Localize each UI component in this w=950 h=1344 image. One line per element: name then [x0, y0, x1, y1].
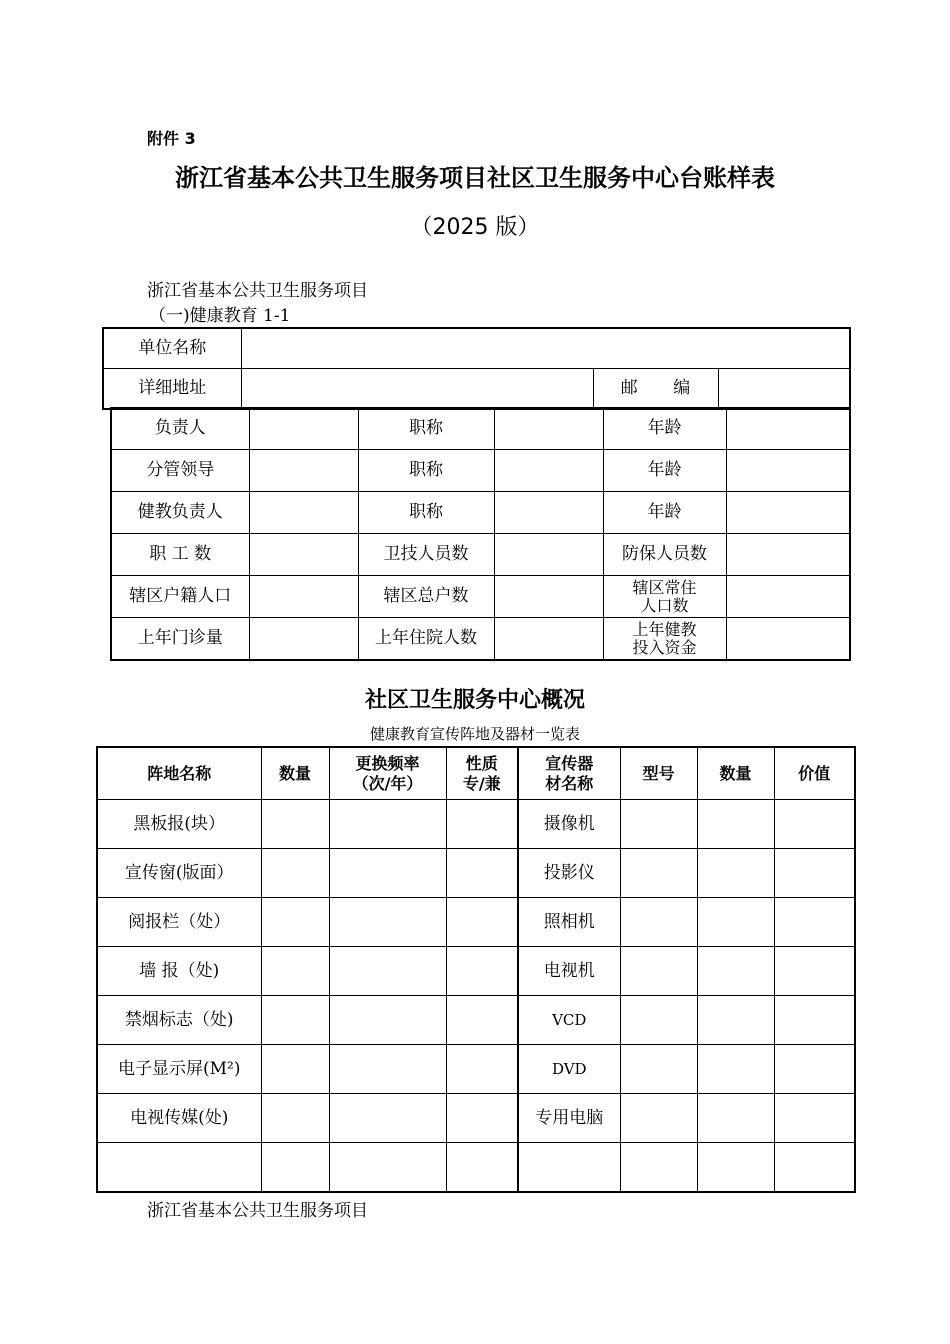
edition-label: （2025 版） — [410, 215, 540, 240]
address-field[interactable] — [241, 369, 593, 410]
unit-name-row — [103, 328, 850, 369]
column-header: 数量 — [261, 747, 329, 800]
position-name: 禁烟标志（处) — [97, 996, 261, 1045]
staff-label: 健教负责人 — [111, 492, 249, 534]
position-quantity-field[interactable] — [261, 1094, 329, 1143]
equipment-name: DVD — [518, 1045, 620, 1094]
model-field[interactable] — [620, 898, 697, 947]
staff-value-field[interactable] — [494, 618, 603, 661]
staff-label: 上年健教 投入资金 — [603, 618, 726, 661]
staff-value-field[interactable] — [726, 408, 850, 450]
position-quantity-field[interactable] — [261, 1143, 329, 1193]
equipment-row — [97, 947, 855, 996]
staff-row — [111, 408, 850, 450]
staff-label: 辖区常住 人口数 — [603, 576, 726, 618]
staff-value-field[interactable] — [494, 492, 603, 534]
staff-value-field[interactable] — [249, 492, 358, 534]
equipment-quantity-field[interactable] — [697, 898, 774, 947]
model-field[interactable] — [620, 996, 697, 1045]
staff-label: 防保人员数 — [603, 534, 726, 576]
staff-label: 年龄 — [603, 408, 726, 450]
nature-field[interactable] — [446, 1143, 518, 1193]
staff-row — [111, 618, 850, 661]
staff-label: 职 工 数 — [111, 534, 249, 576]
equipment-name — [518, 1143, 620, 1193]
position-name: 电子显示屏(M²) — [97, 1045, 261, 1094]
staff-value-field[interactable] — [494, 576, 603, 618]
replace-frequency-field[interactable] — [329, 1094, 446, 1143]
staff-label: 职称 — [358, 450, 494, 492]
equipment-row — [97, 996, 855, 1045]
position-name: 墙 报（处) — [97, 947, 261, 996]
address-label: 详细地址 — [103, 369, 241, 410]
column-header: 性质 专/兼 — [446, 747, 518, 800]
equipment-quantity-field[interactable] — [697, 849, 774, 898]
staff-value-field[interactable] — [249, 576, 358, 618]
value-field[interactable] — [774, 1094, 855, 1143]
equipment-quantity-field[interactable] — [697, 1094, 774, 1143]
unit-name-field[interactable] — [241, 328, 850, 369]
staff-label: 分管领导 — [111, 450, 249, 492]
staff-value-field[interactable] — [494, 534, 603, 576]
staff-value-field[interactable] — [726, 492, 850, 534]
replace-frequency-field[interactable] — [329, 1143, 446, 1193]
staff-label: 辖区总户数 — [358, 576, 494, 618]
value-field[interactable] — [774, 800, 855, 849]
value-field[interactable] — [774, 1045, 855, 1094]
nature-field[interactable] — [446, 1094, 518, 1143]
equipment-quantity-field[interactable] — [697, 1143, 774, 1193]
model-field[interactable] — [620, 1045, 697, 1094]
equipment-name: 投影仪 — [518, 849, 620, 898]
staff-row — [111, 450, 850, 492]
document-title: 浙江省基本公共卫生服务项目社区卫生服务中心台账样表 — [175, 164, 775, 192]
staff-row — [111, 492, 850, 534]
nature-field[interactable] — [446, 996, 518, 1045]
replace-frequency-field[interactable] — [329, 1045, 446, 1094]
value-field[interactable] — [774, 996, 855, 1045]
replace-frequency-field[interactable] — [329, 996, 446, 1045]
replace-frequency-field[interactable] — [329, 849, 446, 898]
staff-label: 上年住院人数 — [358, 618, 494, 661]
staff-value-field[interactable] — [249, 534, 358, 576]
staff-value-field[interactable] — [494, 408, 603, 450]
postcode-label: 邮 编 — [593, 369, 718, 410]
position-quantity-field[interactable] — [261, 898, 329, 947]
staff-value-field[interactable] — [726, 576, 850, 618]
section-caption: （一)健康教育 1-1 — [149, 306, 291, 326]
equipment-table — [96, 746, 856, 1193]
equipment-name: 电视机 — [518, 947, 620, 996]
equipment-name: 摄像机 — [518, 800, 620, 849]
column-header: 宣传器 材名称 — [518, 747, 620, 800]
position-name: 黑板报(块） — [97, 800, 261, 849]
column-header: 价值 — [774, 747, 855, 800]
model-field[interactable] — [620, 1094, 697, 1143]
footer-caption: 浙江省基本公共卫生服务项目 — [147, 1201, 368, 1221]
replace-frequency-field[interactable] — [329, 947, 446, 996]
position-name: 阅报栏（处） — [97, 898, 261, 947]
project-caption: 浙江省基本公共卫生服务项目 — [147, 281, 368, 301]
position-quantity-field[interactable] — [261, 1045, 329, 1094]
position-name — [97, 1143, 261, 1193]
staff-value-field[interactable] — [726, 534, 850, 576]
value-field[interactable] — [774, 947, 855, 996]
staff-table — [110, 407, 851, 661]
staff-value-field[interactable] — [494, 450, 603, 492]
staff-label: 职称 — [358, 492, 494, 534]
value-field[interactable] — [774, 898, 855, 947]
equipment-row — [97, 800, 855, 849]
replace-frequency-field[interactable] — [329, 898, 446, 947]
staff-value-field[interactable] — [726, 618, 850, 661]
value-field[interactable] — [774, 1143, 855, 1193]
position-name: 电视传媒(处) — [97, 1094, 261, 1143]
column-header: 阵地名称 — [97, 747, 261, 800]
model-field[interactable] — [620, 849, 697, 898]
equipment-quantity-field[interactable] — [697, 947, 774, 996]
equipment-quantity-field[interactable] — [697, 996, 774, 1045]
staff-label: 辖区户籍人口 — [111, 576, 249, 618]
equipment-name: 照相机 — [518, 898, 620, 947]
unit-name-label: 单位名称 — [103, 328, 241, 369]
equipment-row — [97, 1045, 855, 1094]
address-row — [103, 369, 850, 410]
model-field[interactable] — [620, 947, 697, 996]
staff-label: 卫技人员数 — [358, 534, 494, 576]
position-quantity-field[interactable] — [261, 849, 329, 898]
model-field[interactable] — [620, 1143, 697, 1193]
staff-value-field[interactable] — [249, 450, 358, 492]
attachment-label: 附件 3 — [147, 129, 196, 148]
equipment-quantity-field[interactable] — [697, 1045, 774, 1094]
value-field[interactable] — [774, 849, 855, 898]
equipment-quantity-field[interactable] — [697, 800, 774, 849]
staff-label: 上年门诊量 — [111, 618, 249, 661]
staff-row — [111, 534, 850, 576]
position-quantity-field[interactable] — [261, 947, 329, 996]
staff-label: 负责人 — [111, 408, 249, 450]
column-header: 更换频率 （次/年） — [329, 747, 446, 800]
column-header: 数量 — [697, 747, 774, 800]
nature-field[interactable] — [446, 947, 518, 996]
nature-field[interactable] — [446, 800, 518, 849]
staff-row — [111, 576, 850, 618]
equipment-row — [97, 898, 855, 947]
nature-field[interactable] — [446, 849, 518, 898]
staff-label: 年龄 — [603, 450, 726, 492]
overview-title: 社区卫生服务中心概况 — [364, 688, 585, 713]
staff-value-field[interactable] — [249, 618, 358, 661]
unit-info-table — [102, 327, 851, 410]
overview-subtitle: 健康教育宣传阵地及器材一览表 — [369, 725, 580, 743]
staff-label: 年龄 — [603, 492, 726, 534]
equipment-row — [97, 849, 855, 898]
position-quantity-field[interactable] — [261, 996, 329, 1045]
position-quantity-field[interactable] — [261, 800, 329, 849]
staff-label: 职称 — [358, 408, 494, 450]
nature-field[interactable] — [446, 898, 518, 947]
equipment-name: VCD — [518, 996, 620, 1045]
staff-value-field[interactable] — [249, 408, 358, 450]
equipment-header-row — [97, 747, 855, 800]
postcode-field[interactable] — [718, 369, 850, 410]
equipment-name: 专用电脑 — [518, 1094, 620, 1143]
replace-frequency-field[interactable] — [329, 800, 446, 849]
equipment-row — [97, 1143, 855, 1193]
nature-field[interactable] — [446, 1045, 518, 1094]
column-header: 型号 — [620, 747, 697, 800]
position-name: 宣传窗(版面） — [97, 849, 261, 898]
model-field[interactable] — [620, 800, 697, 849]
staff-value-field[interactable] — [726, 450, 850, 492]
equipment-row — [97, 1094, 855, 1143]
